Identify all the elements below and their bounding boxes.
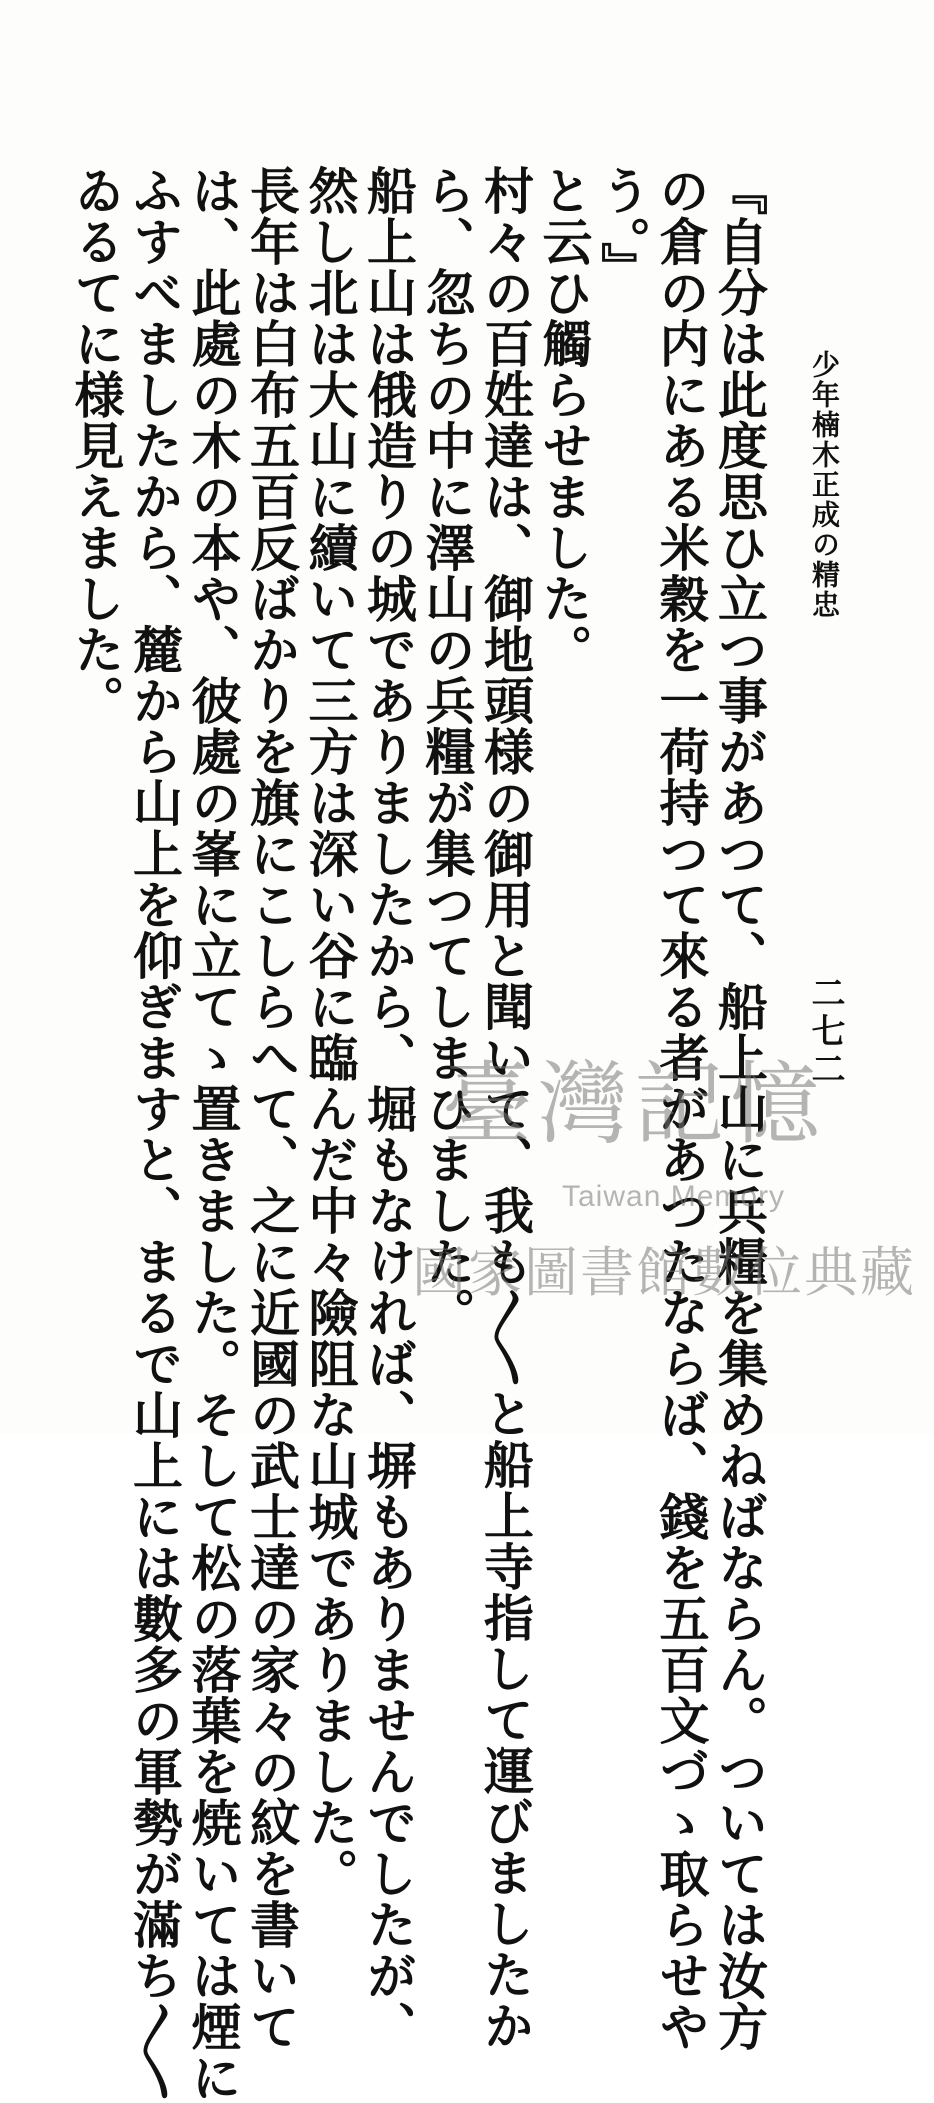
text-line: 然し北は大山に續いて三方は深い谷に臨んだ中々險阻な山城でありました。 <box>300 165 360 1899</box>
text-line: 『自分は此度思ひ立つ事があつて、船上山に兵糧を集めねばならん。ついては汝方 <box>710 165 769 2052</box>
text-line: 船上山は俄造りの城でありましたから、堀もなければ、塀もありませんでしたが、 <box>359 165 418 2052</box>
text-line: と云ひ觸らせました。 <box>534 165 594 675</box>
watermark-logo: 臺灣記憶 <box>442 1052 826 1157</box>
page-number: 二七二 <box>805 975 845 1089</box>
text-line: う。』 <box>593 165 652 293</box>
text-line: の倉の内にある米穀を一荷持つて來る者があつたならば、錢を五百文づゝ取らせや <box>651 165 711 2052</box>
text-line: ふすべましたから、麓から山上を仰ぎますと、まるで山上には數多の軍勢が滿ち〳〵 <box>125 165 184 2102</box>
watermark-english: Taiwan Memory <box>562 1180 786 1213</box>
text-line: ゐるてに様見えました。 <box>66 165 126 726</box>
running-header-title: 少年楠木正成の精忠 <box>808 350 841 620</box>
watermark <box>412 1052 916 1310</box>
text-line: ら、忽ちの中に澤山の兵糧が集つてしまひました。 <box>417 165 477 1338</box>
text-line: 村々の百姓達は、御地頭様の御用と聞いて、我も〳〵と船上寺指して運びましたか <box>476 165 535 2051</box>
watermark-chinese: 國家圖書館數位典藏 <box>412 1241 916 1304</box>
text-line: 長年は白布五百反ばかりを旗にこしらへて、之に近國の武士達の家々の紋を書いて <box>242 165 301 2052</box>
text-line: は、此處の木の本や、彼處の峯に立てゝ置きました。そして松の落葉を焼いては煙に <box>183 165 243 2103</box>
